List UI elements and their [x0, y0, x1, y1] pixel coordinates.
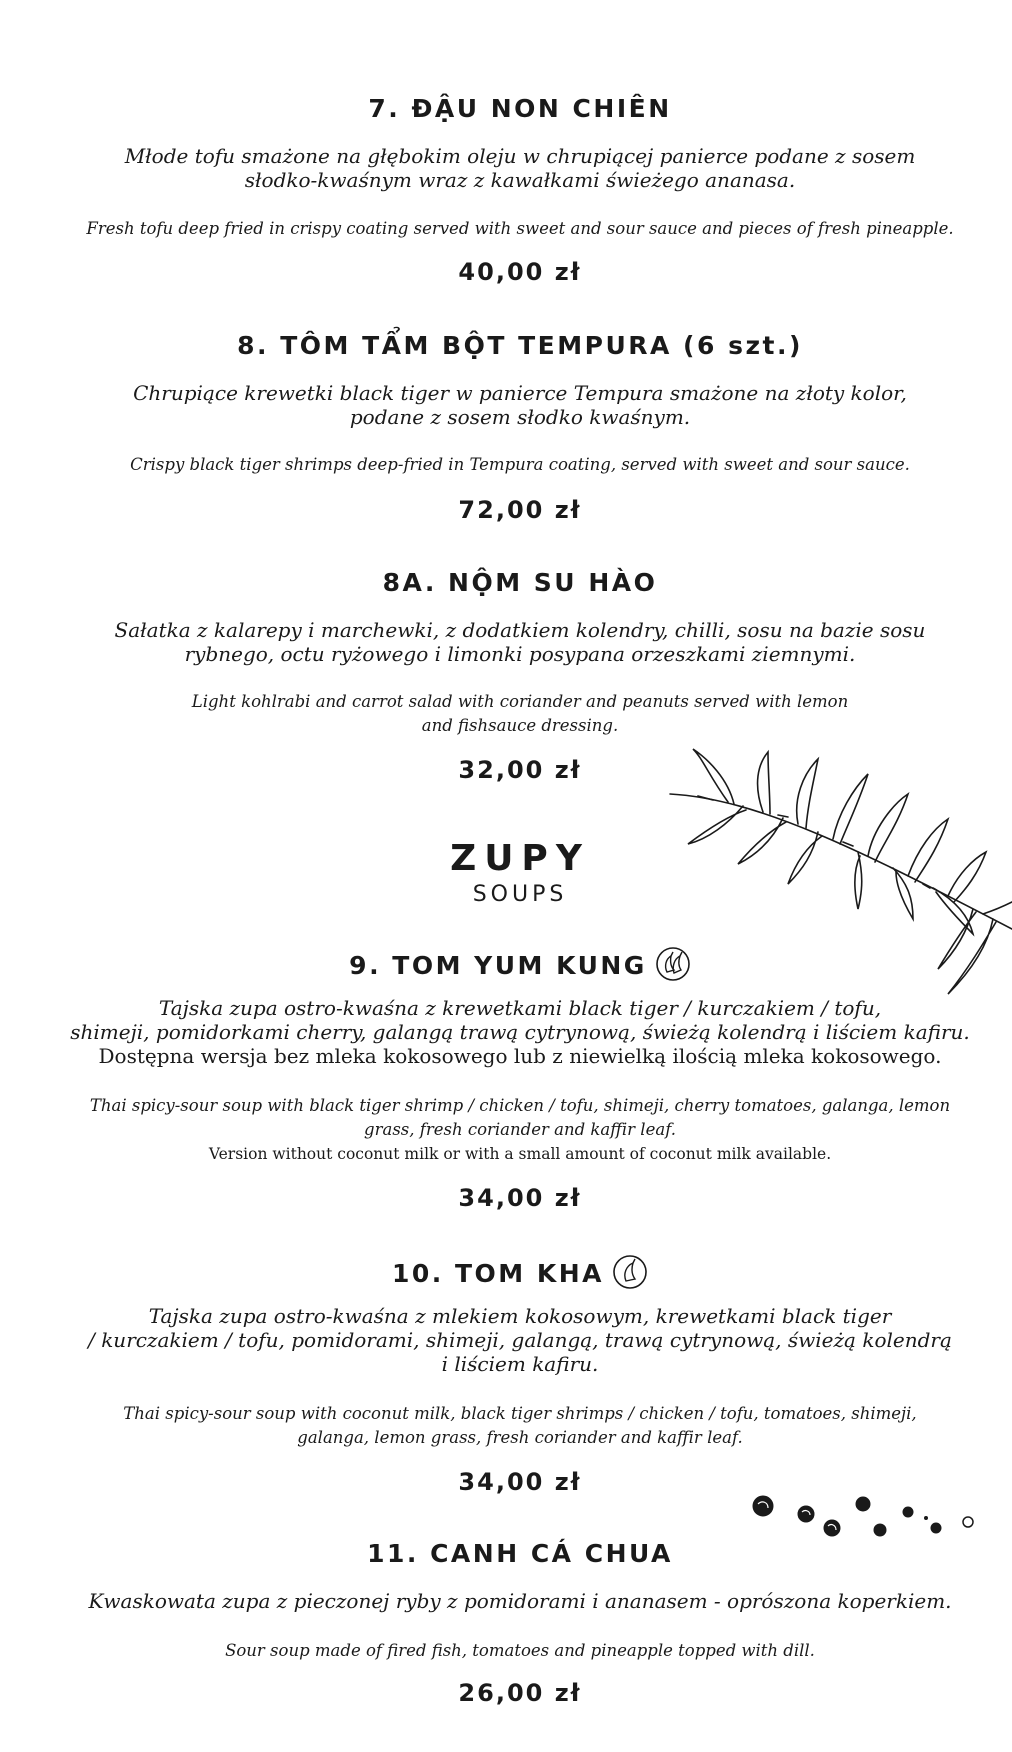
item-price: 34,00 zł	[458, 1184, 582, 1212]
description-line: grass, fresh coriander and kaffir leaf.	[364, 1120, 676, 1139]
item-description-en	[0, 1094, 1012, 1166]
item-description-en	[0, 690, 1012, 738]
description-line: and fishsauce dressing.	[421, 716, 619, 735]
item-description-en	[0, 453, 1012, 477]
item-description-en	[0, 217, 1012, 241]
description-line: rybnego, octu ryżowego i limonki posypana orzeszkami ziemnymi.	[184, 642, 856, 666]
item-description-pl	[0, 618, 1012, 666]
item-description-en	[0, 1402, 1012, 1450]
description-line: Thai spicy-sour soup with coconut milk, black tiger shrimps / chicken / tofu, tomatoes, shimeji,	[123, 1404, 917, 1423]
description-line: Crispy black tiger shrimps deep-fried in Tempura coating, served with sweet and sour sauce.	[130, 455, 910, 474]
item-description-pl	[0, 996, 1012, 1068]
description-line: Tajska zupa ostro-kwaśna z krewetkami black tiger / kurczakiem / tofu,	[158, 996, 882, 1020]
section-subtitle: SOUPS	[472, 882, 568, 907]
item-description-pl	[0, 144, 1012, 192]
item-title: 11. CANH CÁ CHUA	[367, 1539, 673, 1568]
item-description-pl	[0, 381, 1012, 429]
description-line: Młode tofu smażone na głębokim oleju w chrupiącej panierce podane z sosem	[124, 144, 916, 168]
item-title: 7. ĐẬU NON CHIÊN	[368, 94, 672, 123]
item-price: 40,00 zł	[458, 258, 582, 286]
description-line: słodko-kwaśnym wraz z kawałkami świeżego ananasa.	[244, 168, 796, 192]
item-title: 8. TÔM TẨM BỘT TEMPURA (6 szt.)	[237, 331, 803, 360]
item-title	[0, 946, 1012, 988]
double-chili-icon	[655, 946, 691, 988]
item-description-pl	[0, 1589, 1012, 1613]
chili-icon	[612, 1254, 648, 1296]
description-line: shimeji, pomidorkami cherry, galangą trawą cytrynową, świeżą kolendrą i liściem kafiru.	[70, 1020, 970, 1044]
item-description-pl	[0, 1304, 1012, 1376]
item-title-text: 10. TOM KHA	[391, 1259, 605, 1288]
description-line: Thai spicy-sour soup with black tiger shrimp / chicken / tofu, shimeji, cherry tomatoes, galanga, lemon	[89, 1096, 951, 1115]
description-line: i liściem kafiru.	[441, 1352, 599, 1376]
item-title-text: 9. TOM YUM KUNG	[349, 951, 647, 980]
description-note: Dostępna wersja bez mleka kokosowego lub z niewielką ilością mleka kokosowego.	[98, 1044, 942, 1068]
description-line: Chrupiące krewetki black tiger w panierce Tempura smażone na złoty kolor,	[133, 381, 907, 405]
item-description-en	[0, 1639, 1012, 1663]
item-price: 26,00 zł	[458, 1679, 582, 1707]
item-price: 32,00 zł	[458, 756, 582, 784]
description-line: Light kohlrabi and carrot salad with coriander and peanuts served with lemon	[191, 692, 849, 711]
description-note: Version without coconut milk or with a small amount of coconut milk available.	[208, 1145, 832, 1163]
description-line: galanga, lemon grass, fresh coriander and kaffir leaf.	[297, 1428, 743, 1447]
item-price: 72,00 zł	[458, 496, 582, 524]
item-price: 34,00 zł	[458, 1468, 582, 1496]
description-line: Kwaskowata zupa z pieczonej ryby z pomidorami i ananasem - oprószona koperkiem.	[88, 1589, 952, 1613]
description-line: Tajska zupa ostro-kwaśna z mlekiem kokosowym, krewetkami black tiger	[148, 1304, 892, 1328]
description-line: / kurczakiem / tofu, pomidorami, shimeji, galangą, trawą cytrynową, świeżą kolendrą	[88, 1328, 952, 1352]
description-line: Sour soup made of fired fish, tomatoes and pineapple topped with dill.	[225, 1641, 815, 1660]
description-line: podane z sosem słodko kwaśnym.	[349, 405, 691, 429]
section-title: ZUPY	[450, 838, 590, 879]
description-line: Sałatka z kalarepy i marchewki, z dodatkiem kolendry, chilli, sosu na bazie sosu	[114, 618, 926, 642]
description-line: Fresh tofu deep fried in crispy coating served with sweet and sour sauce and pieces of fresh pineapple.	[86, 219, 954, 238]
item-title	[0, 1254, 1012, 1296]
item-title: 8A. NỘM SU HÀO	[382, 568, 658, 597]
